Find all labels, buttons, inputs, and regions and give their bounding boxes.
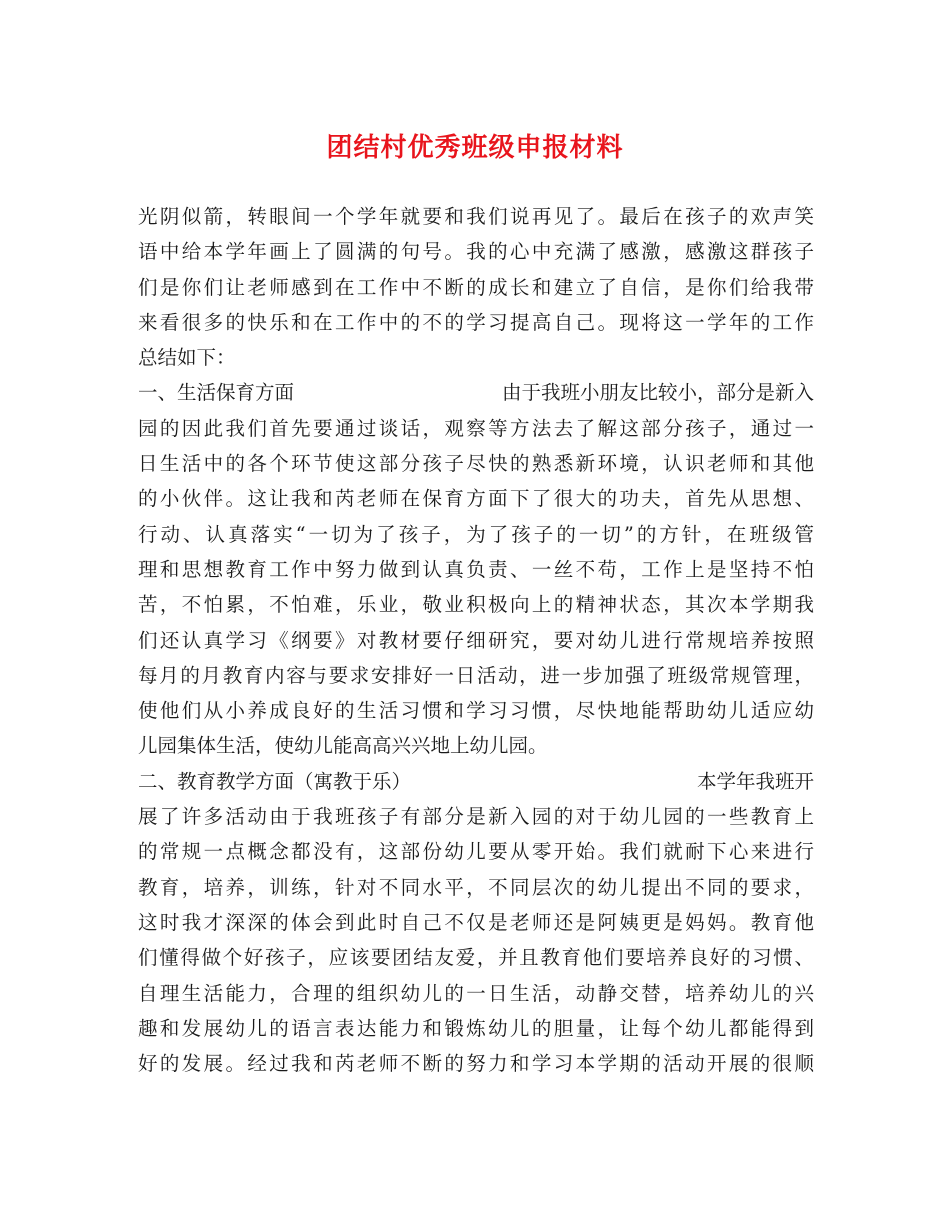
paragraph-line: 每月的月教育内容与要求安排好一日活动，进一步加强了班级常规管理， xyxy=(138,663,814,687)
section-heading-line xyxy=(138,764,814,799)
section-heading-line xyxy=(138,375,814,410)
paragraph-line: 好的发展。经过我和芮老师不断的努力和学习本学期的活动开展的很顺 xyxy=(138,1052,814,1076)
paragraph-line: 苦，不怕累，不怕难，乐业，敬业积极向上的精神状态，其次本学期我 xyxy=(138,593,814,617)
document-body xyxy=(138,199,814,1081)
paragraph-line: 行动、认真落实“一切为了孩子，为了孩子的一切”的方针，在班级管 xyxy=(138,522,814,546)
paragraph-line: 来看很多的快乐和在工作中的不的学习提高自己。现将这一学年的工作 xyxy=(138,310,814,334)
paragraph-line: 日生活中的各个环节使这部分孩子尽快的熟悉新环境，认识老师和其他 xyxy=(138,452,814,476)
paragraph-line: 儿园集体生活，使幼儿能高高兴兴地上幼儿园。 xyxy=(138,734,548,758)
section-heading: 二、教育教学方面（寓教于乐） xyxy=(138,769,412,793)
paragraph-line: 自理生活能力，合理的组织幼儿的一日生活，动静交替，培养幼儿的兴 xyxy=(138,981,814,1005)
paragraph-line: 总结如下： xyxy=(138,346,236,370)
paragraph-line: 趣和发展幼儿的语言表达能力和锻炼幼儿的胆量，让每个幼儿都能得到 xyxy=(138,1016,814,1040)
paragraph-line: 们懂得做个好孩子，应该要团结友爱，并且教育他们要培养良好的习惯、 xyxy=(138,946,814,970)
paragraph-line: 的常规一点概念都没有，这部份幼儿要从零开始。我们就耐下心来进行 xyxy=(138,840,814,864)
section-lead-text: 本学年我班开 xyxy=(696,769,814,793)
paragraph-line: 们是你们让老师感到在工作中不断的成长和建立了自信，是你们给我带 xyxy=(138,275,814,299)
paragraph-line: 的小伙伴。这让我和芮老师在保育方面下了很大的功夫，首先从思想、 xyxy=(138,487,814,511)
paragraph-line: 们还认真学习《纲要》对教材要仔细研究，要对幼儿进行常规培养按照 xyxy=(138,628,814,652)
paragraph-line: 展了许多活动由于我班孩子有部分是新入园的对于幼儿园的一些教育上 xyxy=(138,805,814,829)
paragraph-line: 园的因此我们首先要通过谈话，观察等方法去了解这部分孩子，通过一 xyxy=(138,416,814,440)
paragraph-line: 语中给本学年画上了圆满的句号。我的心中充满了感激，感激这群孩子 xyxy=(138,240,814,264)
paragraph-line: 光阴似箭，转眼间一个学年就要和我们说再见了。最后在孩子的欢声笑 xyxy=(138,205,814,228)
paragraph-line: 教育，培养，训练，针对不同水平，不同层次的幼儿提出不同的要求， xyxy=(138,875,814,899)
paragraph-line: 理和思想教育工作中努力做到认真负责、一丝不苟，工作上是坚持不怕 xyxy=(138,557,814,581)
section-lead-text: 由于我班小朋友比较小，部分是新入 xyxy=(501,381,814,405)
document-title: 团结村优秀班级申报材料 xyxy=(326,133,624,163)
section-heading: 一、生活保育方面 xyxy=(138,381,295,405)
paragraph-line: 使他们从小养成良好的生活习惯和学习习惯，尽快地能帮助幼儿适应幼 xyxy=(138,699,814,723)
paragraph-line: 这时我才深深的体会到此时自己不仅是老师还是阿姨更是妈妈。教育他 xyxy=(138,910,814,934)
